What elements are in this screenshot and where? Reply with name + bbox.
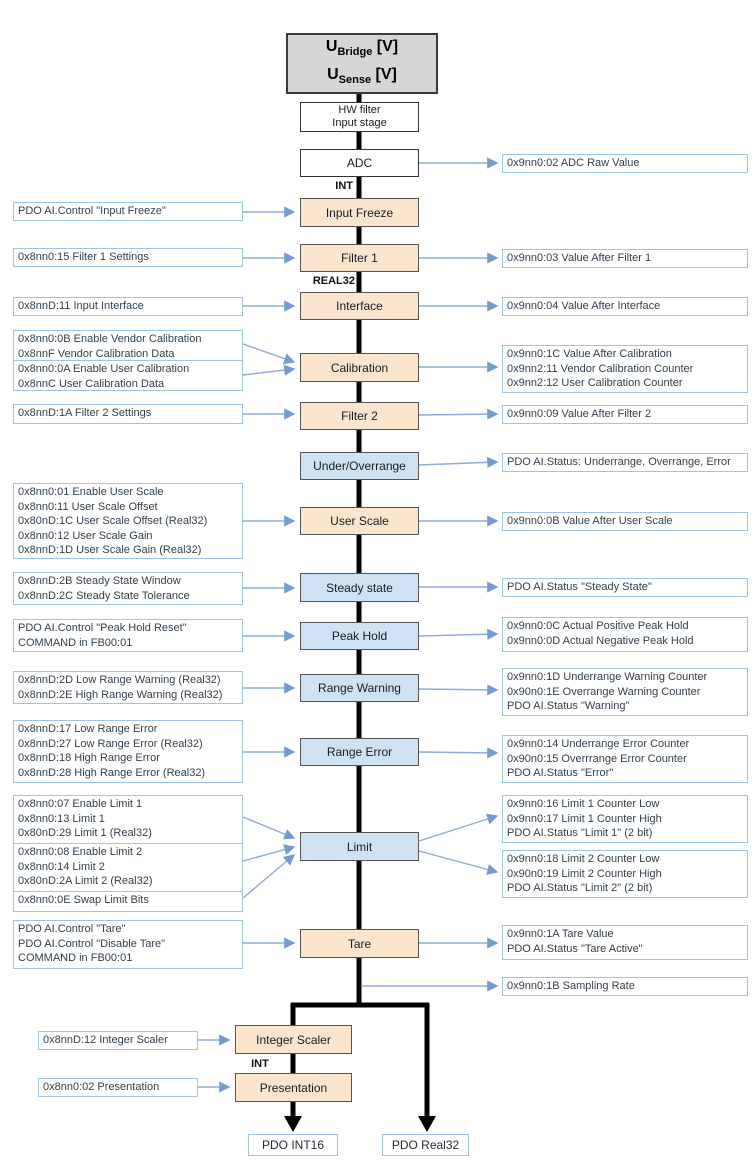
stage-under-overrange: Under/Overrange — [300, 452, 419, 480]
spine-arrowheads — [284, 1116, 436, 1132]
param-line: 0x8nnD:2B Steady State Window — [18, 575, 181, 587]
param-line: PDO AI.Control "Tare" — [18, 923, 126, 935]
param-line: 0x9nn0:04 Value After Interface — [507, 300, 661, 312]
right-out-steady-state — [502, 578, 748, 597]
param-line: 0x8nnD:17 Low Range Error — [18, 723, 158, 735]
param-line: 0x9nn2:12 User Calibration Counter — [507, 377, 683, 390]
stage-user-scale: User Scale — [300, 507, 419, 535]
left-param-swap-limit-bits — [13, 891, 243, 912]
param-line: 0x8nnD:2C Steady State Tolerance — [18, 589, 190, 602]
right-out-after-filter1 — [502, 249, 748, 268]
stage-hw-filter — [300, 102, 419, 132]
param-line: 0x8nn0:13 Limit 1 — [18, 812, 105, 825]
left-param-filter2-settings — [13, 404, 243, 424]
right-out-after-filter2 — [502, 405, 748, 424]
param-line: 0x8nnD:18 High Range Error — [18, 752, 160, 765]
param-line: 0x8nn0:0E Swap Limit Bits — [18, 894, 149, 906]
param-line: 0x8nnD:1A Filter 2 Settings — [18, 407, 152, 419]
param-line: 0x9nn0:03 Value After Filter 1 — [507, 252, 652, 264]
param-line: 0x8nn0:11 User Scale Offset — [18, 500, 158, 513]
param-line: PDO AI.Status "Tare Active" — [507, 942, 643, 955]
left-param-tare — [13, 920, 243, 969]
stage-steady-state: Steady state — [300, 573, 419, 602]
source-line-usense: $U_{Sense}$ [V] — [327, 65, 397, 86]
left-param-input-interface — [13, 297, 243, 316]
param-line: 0x8nnD:12 Integer Scaler — [43, 1034, 168, 1046]
param-line: 0x9nn0:1D Underrange Warning Counter — [507, 671, 708, 683]
param-line: 0x9nn0:09 Value After Filter 2 — [507, 408, 652, 420]
left-param-input-freeze — [13, 202, 243, 221]
param-line: PDO AI.Status "Steady State" — [507, 581, 652, 593]
param-line: 0x9nn0:0D Actual Negative Peak Hold — [507, 634, 694, 647]
param-line: 0x9nn2:11 Vendor Calibration Counter — [507, 362, 694, 375]
param-line: PDO AI.Status "Warning" — [507, 700, 630, 713]
param-line: 0x8nn0:0A Enable User Calibration — [18, 363, 190, 375]
output-pdo-real32: PDO Real32 — [382, 1134, 469, 1156]
stage-presentation: Presentation — [235, 1073, 352, 1102]
source-line-ubridge: $U_{Bridge}$ [V] — [325, 38, 399, 59]
stage-tare: Tare — [300, 929, 419, 958]
type-label-int-top: INT — [335, 180, 353, 192]
param-line: 0x8nnD:27 Low Range Error (Real32) — [18, 737, 203, 750]
left-param-range-warning — [13, 671, 243, 704]
left-param-peak-hold — [13, 619, 243, 652]
param-line: COMMAND in FB00:01 — [18, 952, 133, 965]
param-line: PDO AI.Control "Disable Tare" — [18, 937, 166, 950]
stage-range-warning: Range Warning — [300, 674, 419, 702]
left-param-integer-scaler — [38, 1031, 198, 1050]
param-line: 0x90n0:1E Overrange Warning Counter — [507, 685, 701, 698]
param-line: 0x9nn0:0B Value After User Scale — [507, 515, 673, 527]
left-param-presentation — [38, 1078, 198, 1097]
stage-input-freeze: Input Freeze — [300, 198, 419, 227]
param-line: 0x8nnC User Calibration Data — [18, 377, 165, 390]
right-out-under-overrange — [502, 453, 748, 472]
param-line: PDO AI.Status: Underrange, Overrange, Error — [507, 456, 731, 468]
param-line: 0x9nn0:1C Value After Calibration — [507, 348, 672, 360]
param-line: 0x8nn0:01 Enable User Scale — [18, 486, 164, 498]
right-out-after-interface — [502, 297, 748, 316]
left-param-range-error — [13, 720, 243, 783]
param-line: PDO AI.Status "Limit 2" (2 bit) — [507, 882, 653, 895]
right-out-after-user-scale — [502, 512, 748, 531]
param-line: 0x8nnD:11 Input Interface — [18, 300, 144, 312]
param-line: 0x8nn0:14 Limit 2 — [18, 860, 105, 873]
right-out-limit2 — [502, 850, 748, 898]
right-out-after-calibration — [502, 345, 748, 393]
left-param-user-scale — [13, 483, 243, 559]
type-label-real32: REAL32 — [312, 275, 355, 287]
hw-filter-line1: HW filter — [338, 104, 381, 116]
left-param-user-calibration — [13, 360, 243, 391]
param-line: 0x8nn0:12 User Scale Gain — [18, 529, 153, 542]
param-line: 0x9nn0:18 Limit 2 Counter Low — [507, 853, 660, 865]
left-param-limit2 — [13, 843, 243, 892]
left-param-vendor-calibration — [13, 330, 243, 361]
stage-interface: Interface — [300, 292, 419, 320]
param-line: PDO AI.Control "Input Freeze" — [18, 205, 166, 217]
right-out-tare — [502, 925, 748, 960]
param-line: 0x90n0:15 Overrrange Error Counter — [507, 752, 687, 765]
right-out-sampling-rate — [502, 977, 748, 996]
stage-peak-hold: Peak Hold — [300, 622, 419, 650]
stage-calibration: Calibration — [300, 353, 419, 382]
stage-limit: Limit — [300, 832, 419, 861]
output-pdo-int16: PDO INT16 — [248, 1134, 338, 1156]
right-out-peak-hold — [502, 617, 748, 652]
param-line: 0x8nnF Vendor Calibration Data — [18, 347, 175, 360]
param-line: 0x90n0:19 Limit 2 Counter High — [507, 867, 662, 880]
param-line: 0x8nn0:08 Enable Limit 2 — [18, 846, 143, 858]
param-line: 0x80nD:29 Limit 1 (Real32) — [18, 827, 152, 840]
right-out-range-warning — [502, 668, 748, 716]
param-line: PDO AI.Status "Error" — [507, 767, 614, 780]
param-line: 0x9nn0:1B Sampling Rate — [507, 980, 635, 992]
stage-integer-scaler: Integer Scaler — [235, 1025, 352, 1054]
left-param-steady-state — [13, 572, 243, 605]
param-line: 0x9nn0:17 Limit 1 Counter High — [507, 812, 662, 825]
source-title-block — [286, 33, 438, 94]
left-param-limit1 — [13, 795, 243, 844]
hw-filter-line2: Input stage — [332, 117, 387, 129]
right-out-range-error — [502, 735, 748, 783]
stage-filter2: Filter 2 — [300, 402, 419, 430]
param-line: 0x9nn0:0C Actual Positive Peak Hold — [507, 620, 689, 632]
param-line: PDO AI.Control "Peak Hold Reset" — [18, 622, 187, 634]
param-line: 0x8nn0:02 Presentation — [43, 1081, 160, 1093]
param-line: 0x8nnD:2D Low Range Warning (Real32) — [18, 674, 221, 686]
param-line: 0x9nn0:16 Limit 1 Counter Low — [507, 798, 660, 810]
param-line: 0x8nnD:1D User Scale Gain (Real32) — [18, 544, 202, 557]
left-param-filter1-settings — [13, 248, 243, 267]
param-line: 0x8nn0:0B Enable Vendor Calibration — [18, 333, 202, 345]
stage-adc: ADC — [300, 149, 419, 177]
stage-filter1: Filter 1 — [300, 244, 419, 272]
param-line: 0x9nn0:1A Tare Value — [507, 928, 614, 940]
param-line: 0x80nD:1C User Scale Offset (Real32) — [18, 515, 208, 528]
param-line: 0x8nn0:15 Filter 1 Settings — [18, 251, 149, 263]
right-out-limit1 — [502, 795, 748, 843]
param-line: 0x8nn0:07 Enable Limit 1 — [18, 798, 143, 810]
param-line: 0x80nD:2A Limit 2 (Real32) — [18, 875, 153, 888]
param-line: 0x9nn0:02 ADC Raw Value — [507, 157, 640, 169]
type-label-int-bottom: INT — [251, 1058, 269, 1070]
stage-range-error: Range Error — [300, 738, 419, 766]
param-line: 0x8nnD:2E High Range Warning (Real32) — [18, 688, 223, 701]
right-out-adc-raw — [502, 154, 748, 173]
param-line: 0x9nn0:14 Underrange Error Counter — [507, 738, 690, 750]
param-line: 0x8nnD:28 High Range Error (Real32) — [18, 766, 206, 779]
param-line: PDO AI.Status "Limit 1" (2 bit) — [507, 827, 653, 840]
param-line: COMMAND in FB00:01 — [18, 636, 133, 649]
